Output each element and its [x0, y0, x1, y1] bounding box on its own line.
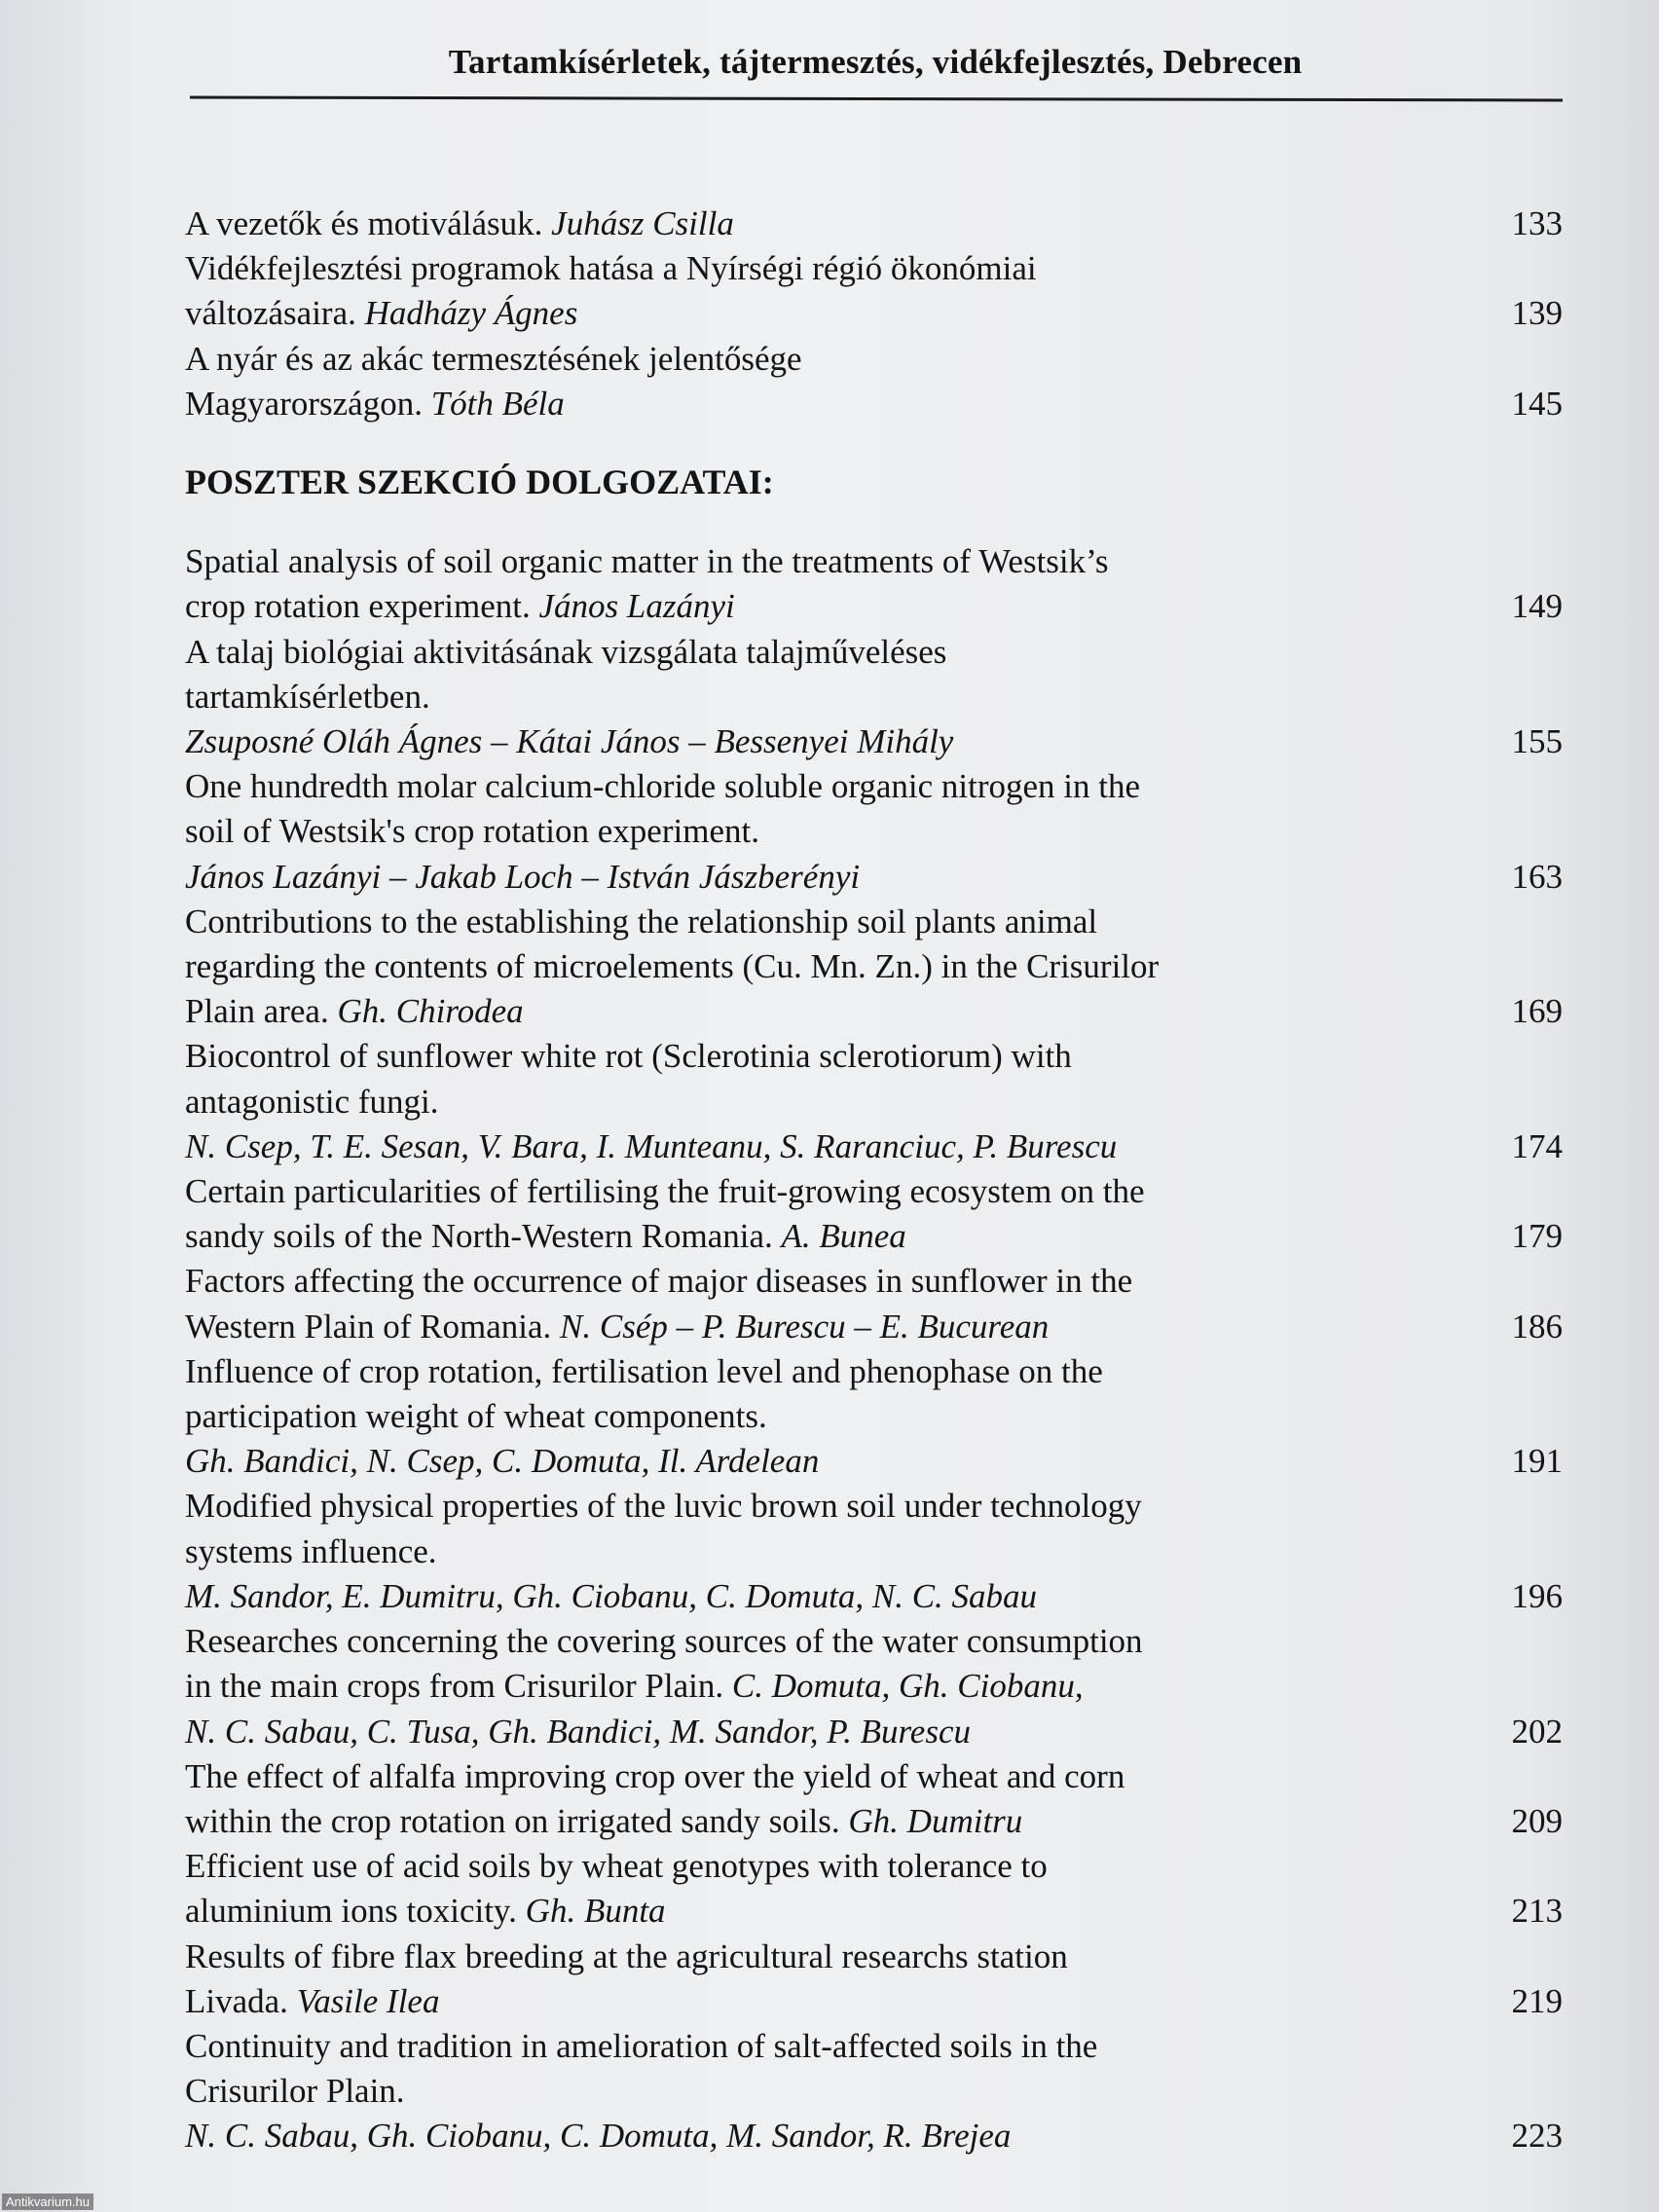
- toc-entry-line: [185, 809, 1563, 854]
- entry-page-number: 223: [1511, 2117, 1563, 2156]
- entry-title: Spatial analysis of soil organic matter in the treatments of Westsik’s: [185, 542, 1109, 581]
- toc-entry-line: [185, 1619, 1563, 1664]
- toc-entry-line: [185, 246, 1563, 291]
- toc-entry-line: [185, 2069, 1563, 2114]
- entry-author: N. Csep, T. E. Sesan, V. Bara, I. Munteanu, S. Raranciuc, P. Burescu: [185, 1126, 1118, 1165]
- entry-author: János Lazányi: [538, 587, 735, 626]
- toc-entry: [185, 900, 1563, 1035]
- entry-title: participation weight of wheat components.: [185, 1397, 767, 1436]
- toc-entry-line: [185, 1530, 1563, 1574]
- toc-entry: [185, 1754, 1563, 1844]
- toc-entry-line: [185, 1394, 1563, 1439]
- entry-page-number: 219: [1511, 1981, 1563, 2020]
- entry-author: C. Domuta, Gh. Ciobanu,: [731, 1667, 1084, 1706]
- toc-entry-line: [185, 1979, 1563, 2024]
- entry-page-number: 163: [1511, 857, 1563, 896]
- entry-page-number: 149: [1511, 587, 1563, 626]
- entry-title: crop rotation experiment.: [185, 587, 539, 626]
- entry-title: Contributions to the establishing the relationship soil plants animal: [185, 902, 1098, 940]
- entry-page-number: 186: [1511, 1307, 1563, 1346]
- entry-page-number: 196: [1511, 1576, 1563, 1615]
- entry-title: systems influence.: [185, 1531, 437, 1570]
- entry-title: Modified physical properties of the luvic brown soil under technology: [185, 1487, 1142, 1526]
- entry-author: Gh. Bandici, N. Csep, C. Domuta, Il. Ardelean: [185, 1442, 820, 1481]
- toc-entry-line: [185, 900, 1563, 944]
- entry-author: Hadházy Ágnes: [364, 294, 578, 333]
- entry-title: Results of fibre flax breeding at the agricultural researchs station: [185, 1936, 1068, 1975]
- running-header: Tartamkísérletek, tájtermesztés, vidékfejlesztés, Debrecen: [448, 43, 1303, 81]
- toc-entry-line: [185, 1574, 1563, 1619]
- entry-page-number: 139: [1511, 294, 1563, 333]
- toc-entry: [185, 1034, 1563, 1169]
- entry-title: Magyarországon.: [185, 384, 431, 423]
- toc-entry-line: [185, 1034, 1563, 1079]
- toc-poster-entries: [185, 539, 1563, 2158]
- entry-title: Crisurilor Plain.: [185, 2072, 405, 2111]
- entry-title: Continuity and tradition in amelioration of salt-affected soils in the: [185, 2026, 1098, 2065]
- entry-author: N. C. Sabau, Gh. Ciobanu, C. Domuta, M. Sandor, R. Brejea: [185, 2117, 1012, 2156]
- toc-entry-line: [185, 1259, 1563, 1304]
- entry-page-number: 155: [1511, 722, 1563, 761]
- toc-entry: [185, 337, 1563, 426]
- toc-entry-line: [185, 1214, 1563, 1259]
- toc-entry-line: [185, 719, 1563, 764]
- entry-author: Zsuposné Oláh Ágnes – Kátai János – Bessenyei Mihály: [185, 722, 954, 761]
- entry-title: within the crop rotation on irrigated sandy soils.: [185, 1801, 849, 1840]
- toc-entry: [185, 246, 1563, 336]
- table-of-contents: [185, 202, 1563, 2159]
- toc-entry: [185, 539, 1563, 629]
- toc-entry-line: [185, 1169, 1563, 1214]
- toc-entry-line: [185, 944, 1563, 989]
- toc-entry-line: [185, 539, 1563, 584]
- entry-title: Efficient use of acid soils by wheat genotypes with tolerance to: [185, 1847, 1048, 1886]
- toc-entry: [185, 764, 1563, 900]
- toc-entry-line: [185, 855, 1563, 900]
- entry-title: változásaira.: [185, 294, 365, 333]
- toc-entry-line: [185, 1799, 1563, 1844]
- toc-entry-line: [185, 382, 1563, 426]
- entry-title: A vezetők és motiválásuk.: [185, 204, 552, 242]
- toc-entry-line: [185, 1935, 1563, 1979]
- toc-entry-line: [185, 337, 1563, 382]
- toc-entry: [185, 2024, 1563, 2159]
- entry-page-number: 202: [1511, 1712, 1563, 1751]
- section-title: POSZTER SZEKCIÓ DOLGOZATAI:: [185, 462, 774, 502]
- entry-title: A talaj biológiai aktivitásának vizsgálata talajműveléses: [185, 632, 947, 671]
- entry-title: The effect of alfalfa improving crop over the yield of wheat and corn: [185, 1756, 1125, 1795]
- entry-title: Certain particularities of fertilising the fruit-growing ecosystem on the: [185, 1172, 1145, 1211]
- entry-author: Gh. Bunta: [525, 1892, 666, 1931]
- entry-page-number: 174: [1511, 1126, 1563, 1165]
- entry-page-number: 213: [1511, 1892, 1563, 1931]
- entry-page-number: 209: [1511, 1801, 1563, 1840]
- entry-author: N. Csép – P. Burescu – E. Bucurean: [560, 1307, 1050, 1346]
- toc-entry-line: [185, 1124, 1563, 1169]
- entry-author: Juhász Csilla: [551, 204, 734, 242]
- entry-author: Vasile Ilea: [296, 1981, 440, 2020]
- entry-page-number: 169: [1511, 992, 1563, 1031]
- entry-title: Biocontrol of sunflower white rot (Sclerotinia sclerotiorum) with: [185, 1037, 1072, 1076]
- header-rule: [190, 96, 1563, 102]
- entry-author: Gh. Chirodea: [337, 992, 524, 1031]
- toc-entry-line: [185, 291, 1563, 336]
- entry-title: antagonistic fungi.: [185, 1082, 439, 1121]
- toc-top-entries: [185, 202, 1563, 426]
- toc-entry-line: [185, 1754, 1563, 1799]
- entry-page-number: 191: [1511, 1442, 1563, 1481]
- toc-entry: [185, 202, 1563, 246]
- entry-page-number: 145: [1511, 384, 1563, 423]
- toc-entry: [185, 1844, 1563, 1934]
- entry-page-number: 133: [1511, 204, 1563, 242]
- entry-title: One hundredth molar calcium-chloride soluble organic nitrogen in the: [185, 767, 1141, 806]
- toc-entry-line: [185, 1664, 1563, 1709]
- toc-entry: [185, 630, 1563, 765]
- toc-entry: [185, 1349, 1563, 1485]
- entry-title: Western Plain of Romania.: [185, 1307, 561, 1346]
- toc-entry-line: [185, 675, 1563, 719]
- entry-title: Influence of crop rotation, fertilisation level and phenophase on the: [185, 1351, 1103, 1390]
- entry-author: M. Sandor, E. Dumitru, Gh. Ciobanu, C. Domuta, N. C. Sabau: [185, 1576, 1038, 1615]
- entry-title: Plain area.: [185, 992, 338, 1031]
- toc-entry-line: [185, 1305, 1563, 1349]
- entry-title: tartamkísérletben.: [185, 677, 430, 716]
- entry-page-number: 179: [1511, 1217, 1563, 1256]
- entry-title: soil of Westsik's crop rotation experiment.: [185, 812, 759, 851]
- toc-entry-line: [185, 2024, 1563, 2069]
- toc-entry: [185, 1259, 1563, 1348]
- entry-title: sandy soils of the North-Western Romania.: [185, 1217, 782, 1256]
- toc-entry: [185, 1169, 1563, 1259]
- toc-entry-line: [185, 1439, 1563, 1484]
- entry-author: A. Bunea: [781, 1217, 906, 1256]
- toc-entry: [185, 1619, 1563, 1754]
- entry-title: A nyár és az akác termesztésének jelentősége: [185, 339, 802, 378]
- entry-title: Livada.: [185, 1981, 297, 2020]
- entry-title: Researches concerning the covering sources of the water consumption: [185, 1622, 1143, 1661]
- toc-entry-line: [185, 584, 1563, 629]
- toc-entry-line: [185, 1844, 1563, 1889]
- toc-entry: [185, 1484, 1563, 1619]
- entry-title: regarding the contents of microelements (Cu. Mn. Zn.) in the Crisurilor: [185, 947, 1160, 986]
- toc-entry-line: [185, 2114, 1563, 2158]
- toc-entry-line: [185, 1710, 1563, 1754]
- entry-author: János Lazányi – Jakab Loch – István Jászberényi: [185, 857, 861, 896]
- entry-author: N. C. Sabau, C. Tusa, Gh. Bandici, M. Sandor, P. Burescu: [185, 1712, 971, 1751]
- toc-entry-line: [185, 630, 1563, 675]
- entry-title: aluminium ions toxicity.: [185, 1892, 526, 1931]
- entry-title: in the main crops from Crisurilor Plain.: [185, 1667, 732, 1706]
- watermark: Antikvarium.hu: [2, 2194, 93, 2210]
- toc-entry-line: [185, 1349, 1563, 1394]
- toc-entry-line: [185, 1484, 1563, 1529]
- toc-entry-line: [185, 202, 1563, 246]
- toc-entry-line: [185, 1889, 1563, 1934]
- toc-entry: [185, 1935, 1563, 2024]
- toc-entry-line: [185, 1080, 1563, 1124]
- toc-entry-line: [185, 764, 1563, 809]
- entry-author: Gh. Dumitru: [848, 1801, 1023, 1840]
- entry-title: Vidékfejlesztési programok hatása a Nyírségi régió ökonómiai: [185, 249, 1037, 288]
- entry-author: Tóth Béla: [430, 384, 565, 423]
- toc-entry-line: [185, 989, 1563, 1034]
- entry-title: Factors affecting the occurrence of major diseases in sunflower in the: [185, 1262, 1133, 1301]
